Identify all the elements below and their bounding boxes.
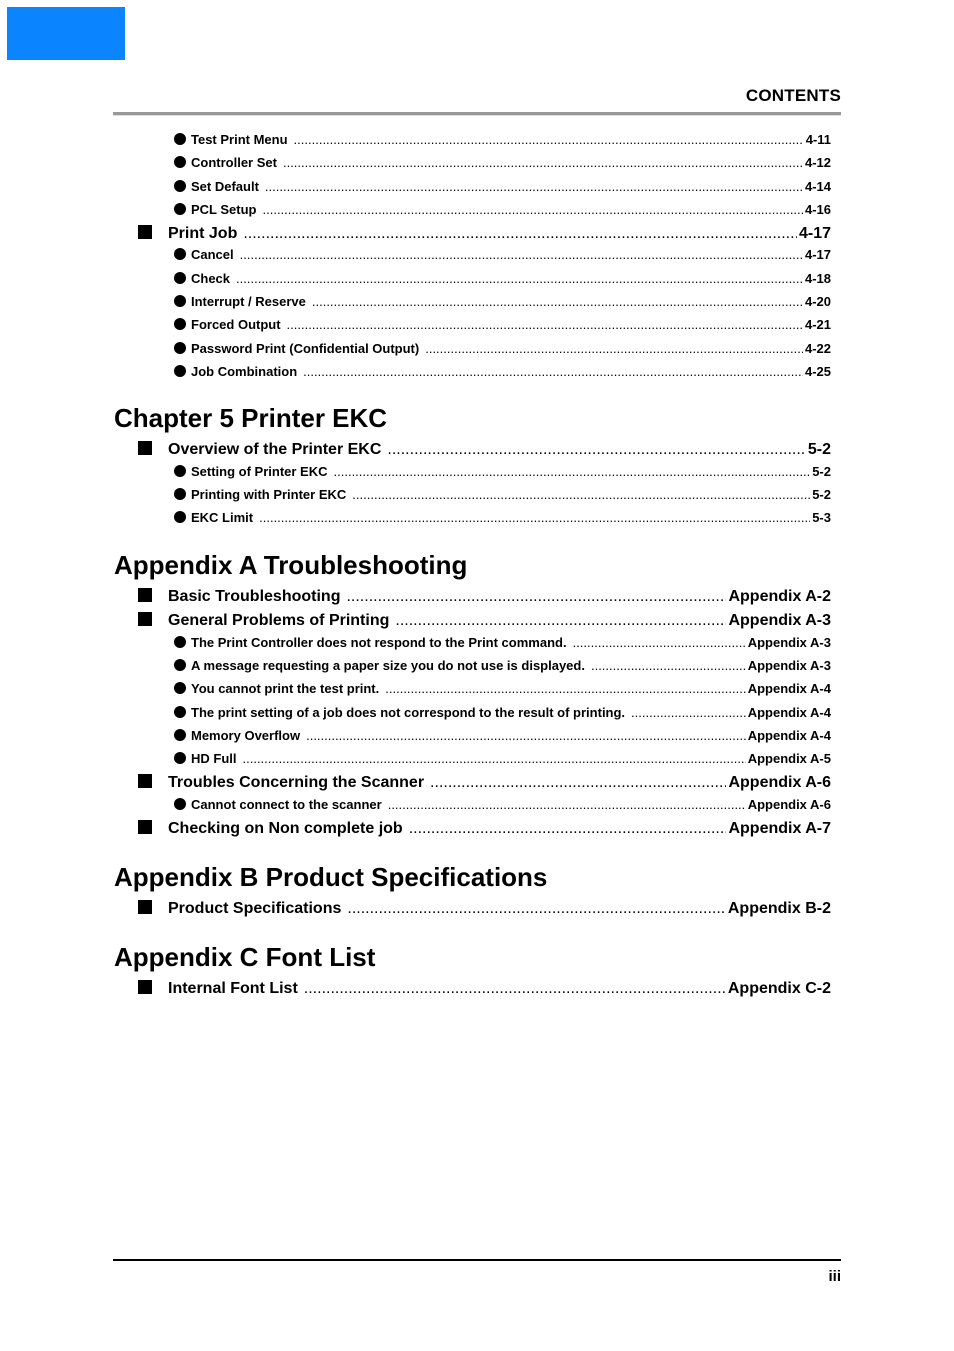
page-header-title: CONTENTS <box>745 86 841 105</box>
header-rule-shadow <box>113 115 841 116</box>
bullet-icon <box>174 729 186 741</box>
page-number: iii <box>828 1268 841 1285</box>
toc-label: The Print Controller does not respond to the Print command. <box>191 635 567 650</box>
toc-section-general-problems[interactable] <box>168 612 831 630</box>
toc-page: Appendix A-7 <box>728 820 831 837</box>
appendix-c-heading[interactable]: Appendix C Font List <box>114 942 376 972</box>
chapter-5-heading[interactable]: Chapter 5 Printer EKC <box>114 403 388 433</box>
toc-label: Print Job <box>168 225 238 242</box>
dot-leader <box>591 658 746 673</box>
dot-leader <box>294 132 804 147</box>
toc-entry-pcl-setup[interactable] <box>191 202 831 217</box>
dot-leader <box>346 588 726 606</box>
dot-leader <box>573 635 746 650</box>
toc-label: Set Default <box>191 179 259 194</box>
bullet-icon <box>174 248 186 260</box>
toc-page: 4-17 <box>798 225 831 242</box>
bullet-icon <box>174 488 186 500</box>
toc-entry-ekc-limit[interactable] <box>191 510 831 525</box>
toc-label: EKC Limit <box>191 510 254 525</box>
toc-page: 5-2 <box>807 441 831 458</box>
dot-leader <box>265 179 803 194</box>
bullet-icon <box>174 156 186 168</box>
toc-entry-job-combination[interactable] <box>191 364 831 379</box>
bullet-icon <box>174 295 186 307</box>
section-square-icon <box>138 980 152 994</box>
bullet-icon <box>174 511 186 523</box>
bullet-icon <box>174 465 186 477</box>
toc-label: A message requesting a paper size you do not use is displayed. <box>191 658 585 673</box>
toc-label: Setting of Printer EKC <box>191 464 328 479</box>
appendix-a-heading[interactable]: Appendix A Troubleshooting <box>114 550 468 580</box>
toc-page: 4-20 <box>804 294 831 309</box>
toc-entry-hd-full[interactable] <box>191 751 831 766</box>
toc-label: Basic Troubleshooting <box>168 588 341 605</box>
toc-label: Controller Set <box>191 155 277 170</box>
toc-page: 5-3 <box>812 510 831 525</box>
section-square-icon <box>138 820 152 834</box>
toc-entry-test-print-fail[interactable] <box>191 681 831 696</box>
dot-leader <box>430 774 726 792</box>
dot-leader <box>631 705 746 720</box>
dot-leader <box>236 271 803 286</box>
toc-page: 5-2 <box>812 487 831 502</box>
toc-label: Interrupt / Reserve <box>191 294 306 309</box>
bullet-icon <box>174 133 186 145</box>
toc-page: Appendix A-6 <box>728 774 831 791</box>
toc-page: Appendix C-2 <box>727 980 831 997</box>
dot-leader <box>287 317 803 332</box>
section-square-icon <box>138 612 152 626</box>
toc-label: Product Specifications <box>168 900 342 917</box>
toc-entry-interrupt-reserve[interactable] <box>191 294 831 309</box>
dot-leader <box>409 820 727 838</box>
toc-page: Appendix B-2 <box>727 900 831 917</box>
toc-page: Appendix A-6 <box>747 797 831 812</box>
dot-leader <box>312 294 803 309</box>
toc-page: Appendix A-3 <box>747 635 831 650</box>
toc-label: Cannot connect to the scanner <box>191 797 382 812</box>
dot-leader <box>243 751 746 766</box>
toc-label: Check <box>191 271 231 286</box>
toc-label: PCL Setup <box>191 202 257 217</box>
dot-leader <box>304 980 726 998</box>
toc-entry-cannot-connect-scanner[interactable] <box>191 797 831 812</box>
toc-page: 4-14 <box>804 179 831 194</box>
dot-leader <box>334 464 811 479</box>
dot-leader <box>352 487 810 502</box>
toc-entry-check[interactable] <box>191 271 831 286</box>
section-square-icon <box>138 588 152 602</box>
dot-leader <box>395 612 726 630</box>
toc-page: 5-2 <box>812 464 831 479</box>
toc-entry-set-default[interactable] <box>191 179 831 194</box>
bullet-icon <box>174 659 186 671</box>
toc-label: Cancel <box>191 247 234 262</box>
toc-page: 4-16 <box>804 202 831 217</box>
appendix-b-heading[interactable]: Appendix B Product Specifications <box>114 862 548 892</box>
dot-leader <box>240 247 803 262</box>
bullet-icon <box>174 682 186 694</box>
toc-label: The print setting of a job does not correspond to the result of printing. <box>191 705 626 720</box>
toc-label: Password Print (Confidential Output) <box>191 341 420 356</box>
toc-label: Internal Font List <box>168 980 298 997</box>
dot-leader <box>306 728 746 743</box>
dot-leader <box>259 510 810 525</box>
toc-page: Appendix A-4 <box>747 705 831 720</box>
toc-label: Checking on Non complete job <box>168 820 403 837</box>
toc-entry-setting-printer-ekc[interactable] <box>191 464 831 479</box>
toc-section-non-complete-job[interactable] <box>168 820 831 838</box>
toc-section-basic-troubleshooting[interactable] <box>168 588 831 606</box>
toc-page: 4-12 <box>804 155 831 170</box>
toc-entry-test-print-menu[interactable] <box>191 132 831 147</box>
bullet-icon <box>174 636 186 648</box>
bullet-icon <box>174 272 186 284</box>
toc-entry-paper-size-message[interactable] <box>191 658 831 673</box>
dot-leader <box>283 155 803 170</box>
dot-leader <box>243 225 797 243</box>
bullet-icon <box>174 318 186 330</box>
section-square-icon <box>138 441 152 455</box>
bullet-icon <box>174 752 186 764</box>
toc-section-overview-printer-ekc[interactable] <box>168 441 831 459</box>
toc-page: 4-22 <box>804 341 831 356</box>
dot-leader <box>263 202 803 217</box>
dot-leader <box>388 797 746 812</box>
chapter-tab <box>7 7 125 60</box>
toc-entry-print-setting-mismatch[interactable] <box>191 705 831 720</box>
toc-page: 4-25 <box>804 364 831 379</box>
dot-leader <box>425 341 803 356</box>
toc-entry-cancel[interactable] <box>191 247 831 262</box>
toc-page: Appendix A-3 <box>728 612 831 629</box>
toc-entry-no-response[interactable] <box>191 635 831 650</box>
toc-entry-controller-set[interactable] <box>191 155 831 170</box>
toc-page: Appendix A-3 <box>747 658 831 673</box>
section-square-icon <box>138 225 152 239</box>
toc-page: 4-17 <box>804 247 831 262</box>
dot-leader <box>387 441 805 459</box>
dot-leader <box>303 364 803 379</box>
toc-label: You cannot print the test print. <box>191 681 380 696</box>
toc-label: General Problems of Printing <box>168 612 390 629</box>
toc-label: Memory Overflow <box>191 728 301 743</box>
section-square-icon <box>138 900 152 914</box>
dot-leader <box>347 900 726 918</box>
bullet-icon <box>174 203 186 215</box>
toc-label: Test Print Menu <box>191 132 288 147</box>
toc-entry-forced-output[interactable] <box>191 317 831 332</box>
toc-entry-password-print[interactable] <box>191 341 831 356</box>
dot-leader <box>385 681 745 696</box>
toc-label: Forced Output <box>191 317 281 332</box>
toc-page: Appendix A-4 <box>747 681 831 696</box>
toc-label: Troubles Concerning the Scanner <box>168 774 425 791</box>
bullet-icon <box>174 798 186 810</box>
toc-page: Appendix A-2 <box>728 588 831 605</box>
toc-section-scanner-troubles[interactable] <box>168 774 831 792</box>
footer-rule <box>113 1259 841 1261</box>
bullet-icon <box>174 706 186 718</box>
toc-page: Appendix A-5 <box>747 751 831 766</box>
toc-label: Overview of the Printer EKC <box>168 441 382 458</box>
toc-entry-printing-with-printer-ekc[interactable] <box>191 487 831 502</box>
toc-label: Job Combination <box>191 364 298 379</box>
toc-page: 4-21 <box>804 317 831 332</box>
toc-entry-memory-overflow[interactable] <box>191 728 831 743</box>
toc-page: 4-11 <box>805 132 831 147</box>
section-square-icon <box>138 774 152 788</box>
toc-section-print-job[interactable] <box>168 225 831 243</box>
toc-label: HD Full <box>191 751 237 766</box>
toc-label: Printing with Printer EKC <box>191 487 347 502</box>
toc-page: Appendix A-4 <box>747 728 831 743</box>
toc-section-product-specifications[interactable] <box>168 900 831 918</box>
toc-section-internal-font-list[interactable] <box>168 980 831 998</box>
bullet-icon <box>174 180 186 192</box>
bullet-icon <box>174 365 186 377</box>
toc-page: 4-18 <box>804 271 831 286</box>
bullet-icon <box>174 342 186 354</box>
